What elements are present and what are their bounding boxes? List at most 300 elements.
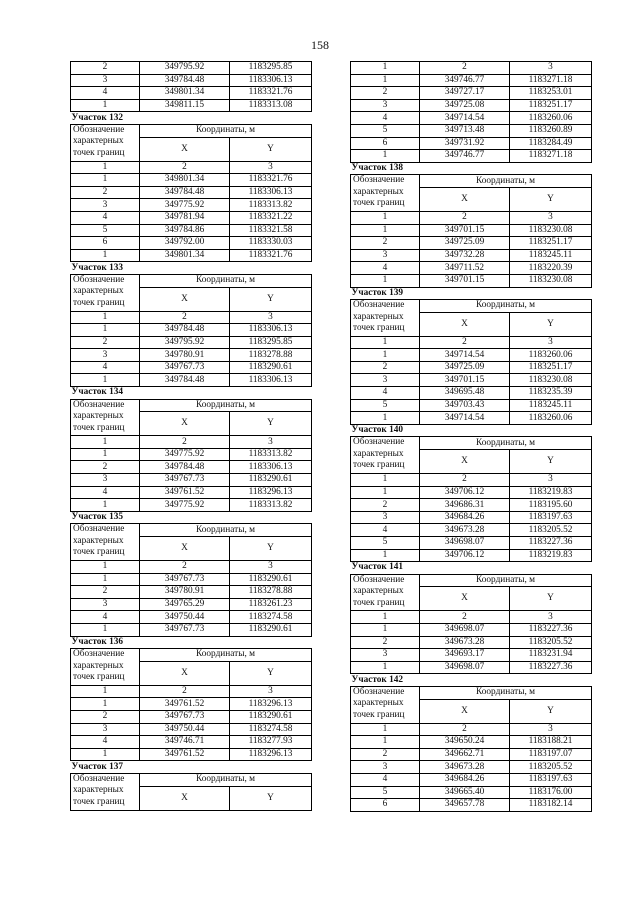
y-coordinate: 1183188.21 <box>510 736 592 749</box>
x-coordinate: 349795.92 <box>140 62 230 75</box>
y-coordinate: 1183284.49 <box>510 137 592 150</box>
designation-header-line: характерных <box>73 136 124 147</box>
section-title-row <box>351 674 592 687</box>
x-header: X <box>140 537 230 561</box>
x-coordinate: 349781.94 <box>140 211 230 224</box>
y-coordinate: 1183197.07 <box>510 748 592 761</box>
designation-header <box>351 686 420 723</box>
x-coordinate: 349746.77 <box>420 74 510 87</box>
section-title-row <box>351 424 592 437</box>
point-number: 5 <box>351 124 420 137</box>
point-number: 6 <box>71 237 140 250</box>
point-number: 1 <box>71 174 140 187</box>
table-row <box>71 723 312 736</box>
point-number: 1 <box>71 99 140 112</box>
point-number: 4 <box>71 87 140 100</box>
y-header: Y <box>230 412 312 436</box>
table-row <box>351 150 592 163</box>
x-coordinate: 349698.07 <box>420 661 510 674</box>
point-number: 1 <box>71 499 140 512</box>
table-header-row <box>71 124 312 137</box>
y-coordinate: 1183271.18 <box>510 150 592 163</box>
column-number: 1 <box>351 723 420 736</box>
point-number: 2 <box>351 636 420 649</box>
y-coordinate: 1183253.01 <box>510 87 592 100</box>
point-number: 5 <box>71 224 140 237</box>
x-coordinate: 349784.86 <box>140 224 230 237</box>
column-number: 1 <box>351 611 420 624</box>
x-coordinate: 349784.48 <box>140 186 230 199</box>
column-number: 3 <box>510 211 592 224</box>
y-coordinate: 1183251.17 <box>510 99 592 112</box>
coordinates-header: Координаты, м <box>140 399 312 412</box>
column-number: 3 <box>230 561 312 574</box>
table-row <box>351 112 592 125</box>
table-row <box>351 224 592 237</box>
point-number: 2 <box>351 748 420 761</box>
point-number: 1 <box>71 698 140 711</box>
table-row <box>351 736 592 749</box>
y-coordinate: 1183296.13 <box>230 486 312 499</box>
x-coordinate: 349693.17 <box>420 649 510 662</box>
x-header: X <box>140 661 230 685</box>
designation-header-line: характерных <box>353 186 404 197</box>
table-row <box>71 736 312 749</box>
table-row <box>71 211 312 224</box>
table-row <box>71 598 312 611</box>
point-number: 3 <box>351 649 420 662</box>
x-coordinate: 349706.12 <box>420 549 510 562</box>
designation-header-line: характерных <box>73 411 124 422</box>
x-coordinate: 349750.44 <box>140 723 230 736</box>
section-title: Участок 132 <box>71 112 312 125</box>
point-number: 2 <box>71 586 140 599</box>
table-row <box>71 611 312 624</box>
column-number: 3 <box>230 311 312 324</box>
coordinates-header: Координаты, м <box>140 274 312 287</box>
table-row <box>71 199 312 212</box>
y-coordinate: 1183227.36 <box>510 661 592 674</box>
section-title-row <box>71 112 312 125</box>
x-coordinate: 349765.29 <box>140 598 230 611</box>
x-coordinate: 349650.24 <box>420 736 510 749</box>
x-header: X <box>140 287 230 311</box>
point-number: 4 <box>351 112 420 125</box>
column-number: 2 <box>140 436 230 449</box>
x-coordinate: 349703.43 <box>420 399 510 412</box>
table-row <box>351 374 592 387</box>
table-row <box>71 99 312 112</box>
point-number: 3 <box>351 99 420 112</box>
x-header: X <box>420 187 510 211</box>
table-row <box>71 249 312 262</box>
coordinates-header: Координаты, м <box>140 649 312 662</box>
y-coordinate: 1183306.13 <box>230 186 312 199</box>
point-number: 1 <box>71 623 140 636</box>
x-coordinate: 349673.28 <box>420 761 510 774</box>
table-row <box>351 399 592 412</box>
x-coordinate: 349725.09 <box>420 361 510 374</box>
table-row <box>351 661 592 674</box>
point-number: 2 <box>71 461 140 474</box>
y-coordinate: 1183205.52 <box>510 761 592 774</box>
x-coordinate: 349746.71 <box>140 736 230 749</box>
table-row <box>71 87 312 100</box>
y-coordinate: 1183306.13 <box>230 74 312 87</box>
x-coordinate: 349698.07 <box>420 623 510 636</box>
coordinates-header: Координаты, м <box>420 437 592 450</box>
y-coordinate: 1183313.08 <box>230 99 312 112</box>
x-coordinate: 349706.12 <box>420 486 510 499</box>
designation-header-line: точек границ <box>353 460 405 471</box>
table-row <box>71 324 312 337</box>
section-title-row <box>351 162 592 175</box>
table-row <box>71 62 312 75</box>
table-header-row <box>71 274 312 287</box>
x-coordinate: 349784.48 <box>140 461 230 474</box>
section-title-row <box>71 761 312 774</box>
x-coordinate: 349767.73 <box>140 623 230 636</box>
designation-header-line: характерных <box>73 535 124 546</box>
table-row <box>71 486 312 499</box>
designation-header-line: Обозначение <box>353 300 405 311</box>
point-number: 6 <box>351 137 420 150</box>
section-title: Участок 137 <box>71 761 312 774</box>
x-coordinate: 349767.73 <box>140 361 230 374</box>
y-coordinate: 1183230.08 <box>510 224 592 237</box>
designation-header <box>351 175 420 212</box>
x-coordinate: 349713.48 <box>420 124 510 137</box>
table-row <box>71 461 312 474</box>
column-number: 1 <box>71 161 140 174</box>
designation-header-line: точек границ <box>353 323 405 334</box>
point-number: 1 <box>351 486 420 499</box>
point-number: 1 <box>71 573 140 586</box>
designation-header <box>71 124 140 161</box>
point-number: 1 <box>351 62 420 75</box>
y-coordinate: 1183313.82 <box>230 199 312 212</box>
point-number: 2 <box>71 62 140 75</box>
coordinates-header: Координаты, м <box>140 773 312 786</box>
designation-header-line: Обозначение <box>73 274 125 285</box>
point-number: 2 <box>351 499 420 512</box>
table-row <box>351 799 592 812</box>
y-header: Y <box>510 187 592 211</box>
x-coordinate: 349686.31 <box>420 499 510 512</box>
designation-header <box>71 649 140 686</box>
table-row <box>71 698 312 711</box>
y-coordinate: 1183321.22 <box>230 211 312 224</box>
y-coordinate: 1183261.23 <box>230 598 312 611</box>
y-coordinate: 1183274.58 <box>230 723 312 736</box>
designation-header-line: характерных <box>73 660 124 671</box>
table-row <box>351 511 592 524</box>
x-coordinate: 349811.15 <box>140 99 230 112</box>
y-coordinate: 1183290.61 <box>230 623 312 636</box>
table-row <box>351 773 592 786</box>
column-number: 2 <box>420 474 510 487</box>
column-number: 3 <box>510 723 592 736</box>
table-row <box>71 448 312 461</box>
column-number: 3 <box>510 336 592 349</box>
designation-header-line: точек границ <box>73 796 125 807</box>
x-header: X <box>140 412 230 436</box>
y-coordinate: 1183197.63 <box>510 773 592 786</box>
designation-header-line: точек границ <box>73 422 125 433</box>
coordinates-header: Координаты, м <box>420 686 592 699</box>
point-number: 1 <box>351 224 420 237</box>
point-number: 5 <box>351 537 420 550</box>
x-coordinate: 349761.52 <box>140 748 230 761</box>
section-title: Участок 140 <box>351 424 592 437</box>
column-number: 1 <box>71 561 140 574</box>
x-coordinate: 349746.77 <box>420 150 510 163</box>
point-number: 4 <box>351 387 420 400</box>
y-header: Y <box>230 661 312 685</box>
point-number: 2 <box>71 336 140 349</box>
column-number: 2 <box>420 723 510 736</box>
coordinates-header: Координаты, м <box>420 175 592 188</box>
y-coordinate: 1183195.60 <box>510 499 592 512</box>
x-coordinate: 349792.00 <box>140 237 230 250</box>
x-coordinate: 349780.91 <box>140 586 230 599</box>
point-number: 1 <box>71 748 140 761</box>
x-header: X <box>420 450 510 474</box>
table-row <box>351 124 592 137</box>
designation-header <box>71 773 140 810</box>
designation-header-line: характерных <box>353 311 404 322</box>
point-number: 2 <box>351 237 420 250</box>
y-coordinate: 1183290.61 <box>230 710 312 723</box>
designation-header-line: Обозначение <box>353 686 405 697</box>
y-coordinate: 1183245.11 <box>510 249 592 262</box>
point-number: 2 <box>351 87 420 100</box>
x-coordinate: 349684.26 <box>420 773 510 786</box>
table-row <box>351 361 592 374</box>
designation-header <box>71 274 140 311</box>
point-number: 3 <box>71 199 140 212</box>
point-number: 3 <box>351 249 420 262</box>
table-row <box>351 549 592 562</box>
x-coordinate: 349767.73 <box>140 474 230 487</box>
point-number: 2 <box>71 186 140 199</box>
designation-header <box>351 300 420 337</box>
point-number: 4 <box>351 524 420 537</box>
designation-header-line: точек границ <box>353 709 405 720</box>
point-number: 1 <box>351 549 420 562</box>
column-number: 3 <box>230 685 312 698</box>
point-number: 6 <box>351 799 420 812</box>
column-number: 3 <box>510 474 592 487</box>
section-title-row <box>71 262 312 275</box>
page-number: 158 <box>311 38 329 52</box>
column-number-row <box>71 436 312 449</box>
x-coordinate: 349801.34 <box>140 174 230 187</box>
y-coordinate: 1183197.63 <box>510 511 592 524</box>
point-number: 4 <box>71 611 140 624</box>
coordinates-header: Координаты, м <box>140 124 312 137</box>
table-row <box>351 274 592 287</box>
y-coordinate: 1183219.83 <box>510 549 592 562</box>
y-coordinate: 1183278.88 <box>230 349 312 362</box>
table-header-row <box>71 649 312 662</box>
x-coordinate: 349673.28 <box>420 524 510 537</box>
y-coordinate: 1183296.13 <box>230 748 312 761</box>
section-title: Участок 133 <box>71 262 312 275</box>
point-number: 5 <box>351 399 420 412</box>
y-coordinate: 1183278.88 <box>230 586 312 599</box>
y-header: Y <box>230 287 312 311</box>
designation-header <box>71 524 140 561</box>
y-coordinate: 1183230.08 <box>510 374 592 387</box>
table-row <box>351 537 592 550</box>
point-number: 2 <box>351 361 420 374</box>
designation-header <box>351 437 420 474</box>
table-row <box>351 74 592 87</box>
table-row <box>351 748 592 761</box>
table-header-row <box>351 574 592 587</box>
column-number: 2 <box>420 611 510 624</box>
table-row <box>71 224 312 237</box>
y-coordinate: 1183295.85 <box>230 336 312 349</box>
table-row <box>71 349 312 362</box>
designation-header-line: точек границ <box>73 297 125 308</box>
y-coordinate: 3 <box>510 62 592 75</box>
table-row <box>351 137 592 150</box>
y-coordinate: 1183271.18 <box>510 74 592 87</box>
x-coordinate: 349775.92 <box>140 499 230 512</box>
point-number: 1 <box>71 324 140 337</box>
x-coordinate: 349714.54 <box>420 112 510 125</box>
x-header: X <box>140 786 230 810</box>
x-coordinate: 349732.28 <box>420 249 510 262</box>
x-header: X <box>420 312 510 336</box>
point-number: 4 <box>71 486 140 499</box>
y-coordinate: 1183260.06 <box>510 349 592 362</box>
y-coordinate: 1183313.82 <box>230 499 312 512</box>
y-coordinate: 1183277.93 <box>230 736 312 749</box>
y-coordinate: 1183290.61 <box>230 474 312 487</box>
x-coordinate: 349698.07 <box>420 537 510 550</box>
x-coordinate: 349775.92 <box>140 448 230 461</box>
coordinates-header: Координаты, м <box>420 300 592 313</box>
designation-header-line: характерных <box>73 286 124 297</box>
table-row <box>71 74 312 87</box>
table-row <box>351 62 592 75</box>
designation-header-line: точек границ <box>353 198 405 209</box>
y-coordinate: 1183313.82 <box>230 448 312 461</box>
column-number: 1 <box>351 211 420 224</box>
table-row <box>351 349 592 362</box>
table-row <box>351 237 592 250</box>
point-number: 1 <box>351 74 420 87</box>
designation-header-line: точек границ <box>353 597 405 608</box>
x-coordinate: 349795.92 <box>140 336 230 349</box>
y-header: Y <box>510 312 592 336</box>
table-row <box>71 374 312 387</box>
y-coordinate: 1183205.52 <box>510 524 592 537</box>
column-number: 1 <box>351 474 420 487</box>
right-coordinates-column <box>350 61 592 812</box>
point-number: 2 <box>71 710 140 723</box>
column-number-row <box>351 336 592 349</box>
y-coordinate: 1183230.08 <box>510 274 592 287</box>
table-row <box>71 474 312 487</box>
designation-header-line: Обозначение <box>353 574 405 585</box>
table-row <box>71 336 312 349</box>
x-coordinate: 349673.28 <box>420 636 510 649</box>
table-header-row <box>71 773 312 786</box>
y-coordinate: 1183219.83 <box>510 486 592 499</box>
table-row <box>71 361 312 374</box>
table-row <box>71 586 312 599</box>
x-coordinate: 349761.52 <box>140 698 230 711</box>
column-number: 2 <box>140 561 230 574</box>
table-row <box>71 573 312 586</box>
section-title: Участок 139 <box>351 287 592 300</box>
table-row <box>351 412 592 425</box>
y-coordinate: 1183290.61 <box>230 573 312 586</box>
x-header: X <box>420 699 510 723</box>
x-coordinate: 2 <box>420 62 510 75</box>
table-row <box>351 87 592 100</box>
y-coordinate: 1183205.52 <box>510 636 592 649</box>
y-coordinate: 1183321.76 <box>230 249 312 262</box>
column-number: 1 <box>71 685 140 698</box>
point-number: 1 <box>351 736 420 749</box>
point-number: 1 <box>351 349 420 362</box>
y-header: Y <box>230 137 312 161</box>
y-coordinate: 1183321.76 <box>230 174 312 187</box>
designation-header-line: Обозначение <box>73 649 125 660</box>
y-coordinate: 1183220.39 <box>510 262 592 275</box>
table-row <box>71 710 312 723</box>
table-row <box>351 387 592 400</box>
section-title: Участок 135 <box>71 511 312 524</box>
table-header-row <box>71 399 312 412</box>
x-coordinate: 349714.54 <box>420 349 510 362</box>
table-row <box>351 636 592 649</box>
y-coordinate: 1183182.14 <box>510 799 592 812</box>
table-header-row <box>351 175 592 188</box>
table-row <box>71 623 312 636</box>
designation-header-line: Обозначение <box>73 124 125 135</box>
x-coordinate: 349801.34 <box>140 249 230 262</box>
column-number-row <box>71 561 312 574</box>
point-number: 3 <box>351 511 420 524</box>
designation-header-line: характерных <box>353 586 404 597</box>
table-header-row <box>351 300 592 313</box>
x-coordinate: 349665.40 <box>420 786 510 799</box>
section-title: Участок 141 <box>351 562 592 575</box>
designation-header-line: характерных <box>353 698 404 709</box>
section-title: Участок 142 <box>351 674 592 687</box>
y-coordinate: 1183260.06 <box>510 112 592 125</box>
x-header: X <box>140 137 230 161</box>
section-title: Участок 136 <box>71 636 312 649</box>
point-number: 5 <box>351 786 420 799</box>
point-number: 3 <box>71 474 140 487</box>
x-coordinate: 349731.92 <box>420 137 510 150</box>
point-number: 1 <box>351 661 420 674</box>
y-coordinate: 1183321.76 <box>230 87 312 100</box>
y-header: Y <box>510 587 592 611</box>
designation-header-line: Обозначение <box>73 399 125 410</box>
x-coordinate: 349750.44 <box>140 611 230 624</box>
y-coordinate: 1183295.85 <box>230 62 312 75</box>
point-number: 3 <box>351 374 420 387</box>
table-header-row <box>351 437 592 450</box>
